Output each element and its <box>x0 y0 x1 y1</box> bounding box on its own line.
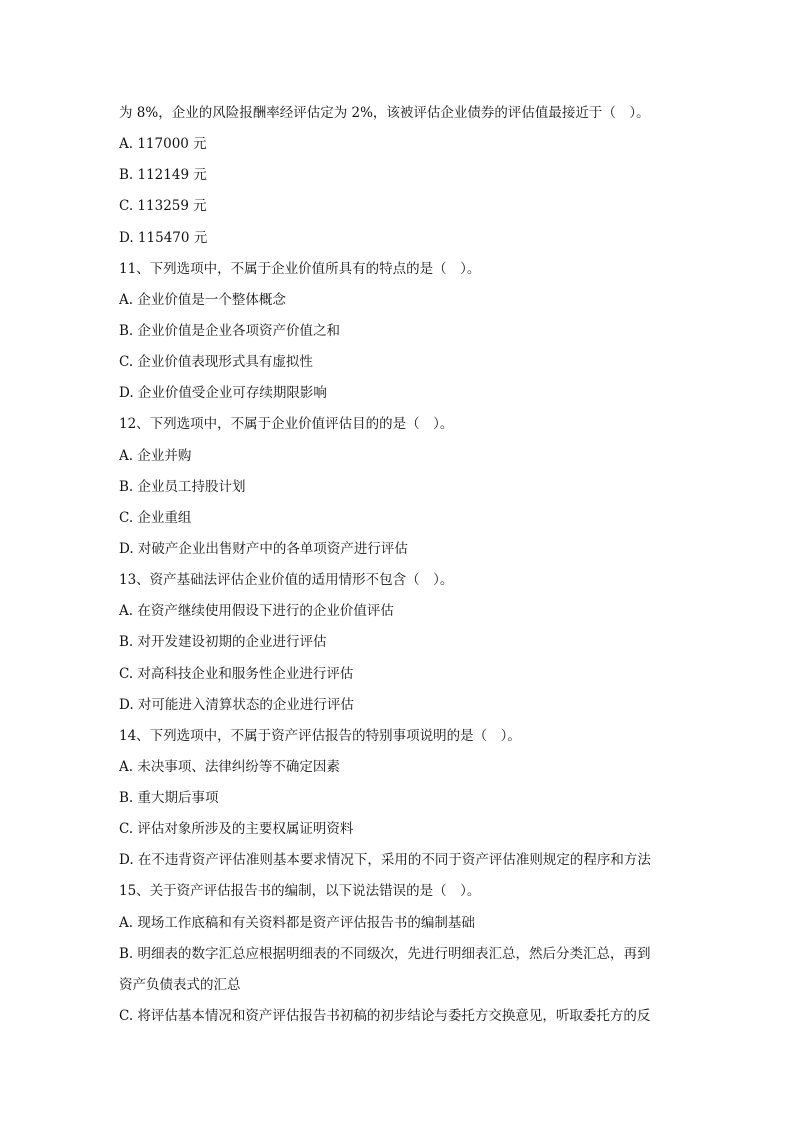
option-c: C. 将评估基本情况和资产评估报告书初稿的初步结论与委托方交换意见，听取委托方的反 <box>119 1008 651 1024</box>
option-c: C. 对高科技企业和服务性企业进行评估 <box>119 666 354 682</box>
option-a: A. 在资产继续使用假设下进行的企业价值评估 <box>119 603 394 619</box>
question-15: 15、关于资产评估报告书的编制，以下说法错误的是（ ）。 <box>119 883 481 899</box>
option-b: B. 明细表的数字汇总应根据明细表的不同级次，先进行明细表汇总，然后分类汇总，再到 <box>119 946 651 962</box>
question-11: 11、下列选项中，不属于企业价值所具有的特点的是（ ）。 <box>119 261 481 277</box>
option-c: C. 企业价值表现形式具有虚拟性 <box>119 354 313 370</box>
option-a: A. 现场工作底稿和有关资料都是资产评估报告书的编制基础 <box>119 915 475 931</box>
option-b: B. 企业员工持股计划 <box>119 479 246 495</box>
option-a: A. 企业并购 <box>119 448 192 464</box>
question-14: 14、下列选项中，不属于资产评估报告的特别事项说明的是（ ）。 <box>119 728 521 744</box>
question-stem-continuation: 为 8%，企业的风险报酬率经评估定为 2%，该被评估企业债券的评估值最接近于（ ）。 <box>119 105 650 121</box>
option-c: C. 企业重组 <box>119 510 192 526</box>
option-b: B. 对开发建设初期的企业进行评估 <box>119 634 327 650</box>
option-a: A. 企业价值是一个整体概念 <box>119 292 286 308</box>
option-d: D. 115470 元 <box>119 230 208 246</box>
option-b-continuation: 资产负债表式的汇总 <box>119 977 241 993</box>
option-d: D. 在不违背资产评估准则基本要求情况下，采用的不同于资产评估准则规定的程序和方法 <box>119 852 651 868</box>
option-a: A. 117000 元 <box>119 136 207 152</box>
option-c: C. 评估对象所涉及的主要权属证明资料 <box>119 821 354 837</box>
question-12: 12、下列选项中，不属于企业价值评估目的的是（ ）。 <box>119 416 454 432</box>
question-13: 13、资产基础法评估企业价值的适用情形不包含（ ）。 <box>119 572 454 588</box>
option-b: B. 企业价值是企业各项资产价值之和 <box>119 323 341 339</box>
option-a: A. 未决事项、法律纠纷等不确定因素 <box>119 759 340 775</box>
option-b: B. 112149 元 <box>119 167 207 183</box>
option-d: D. 企业价值受企业可存续期限影响 <box>119 385 327 401</box>
option-c: C. 113259 元 <box>119 198 207 214</box>
option-d: D. 对可能进入清算状态的企业进行评估 <box>119 697 354 713</box>
option-b: B. 重大期后事项 <box>119 790 219 806</box>
option-d: D. 对破产企业出售财产中的各单项资产进行评估 <box>119 541 408 557</box>
